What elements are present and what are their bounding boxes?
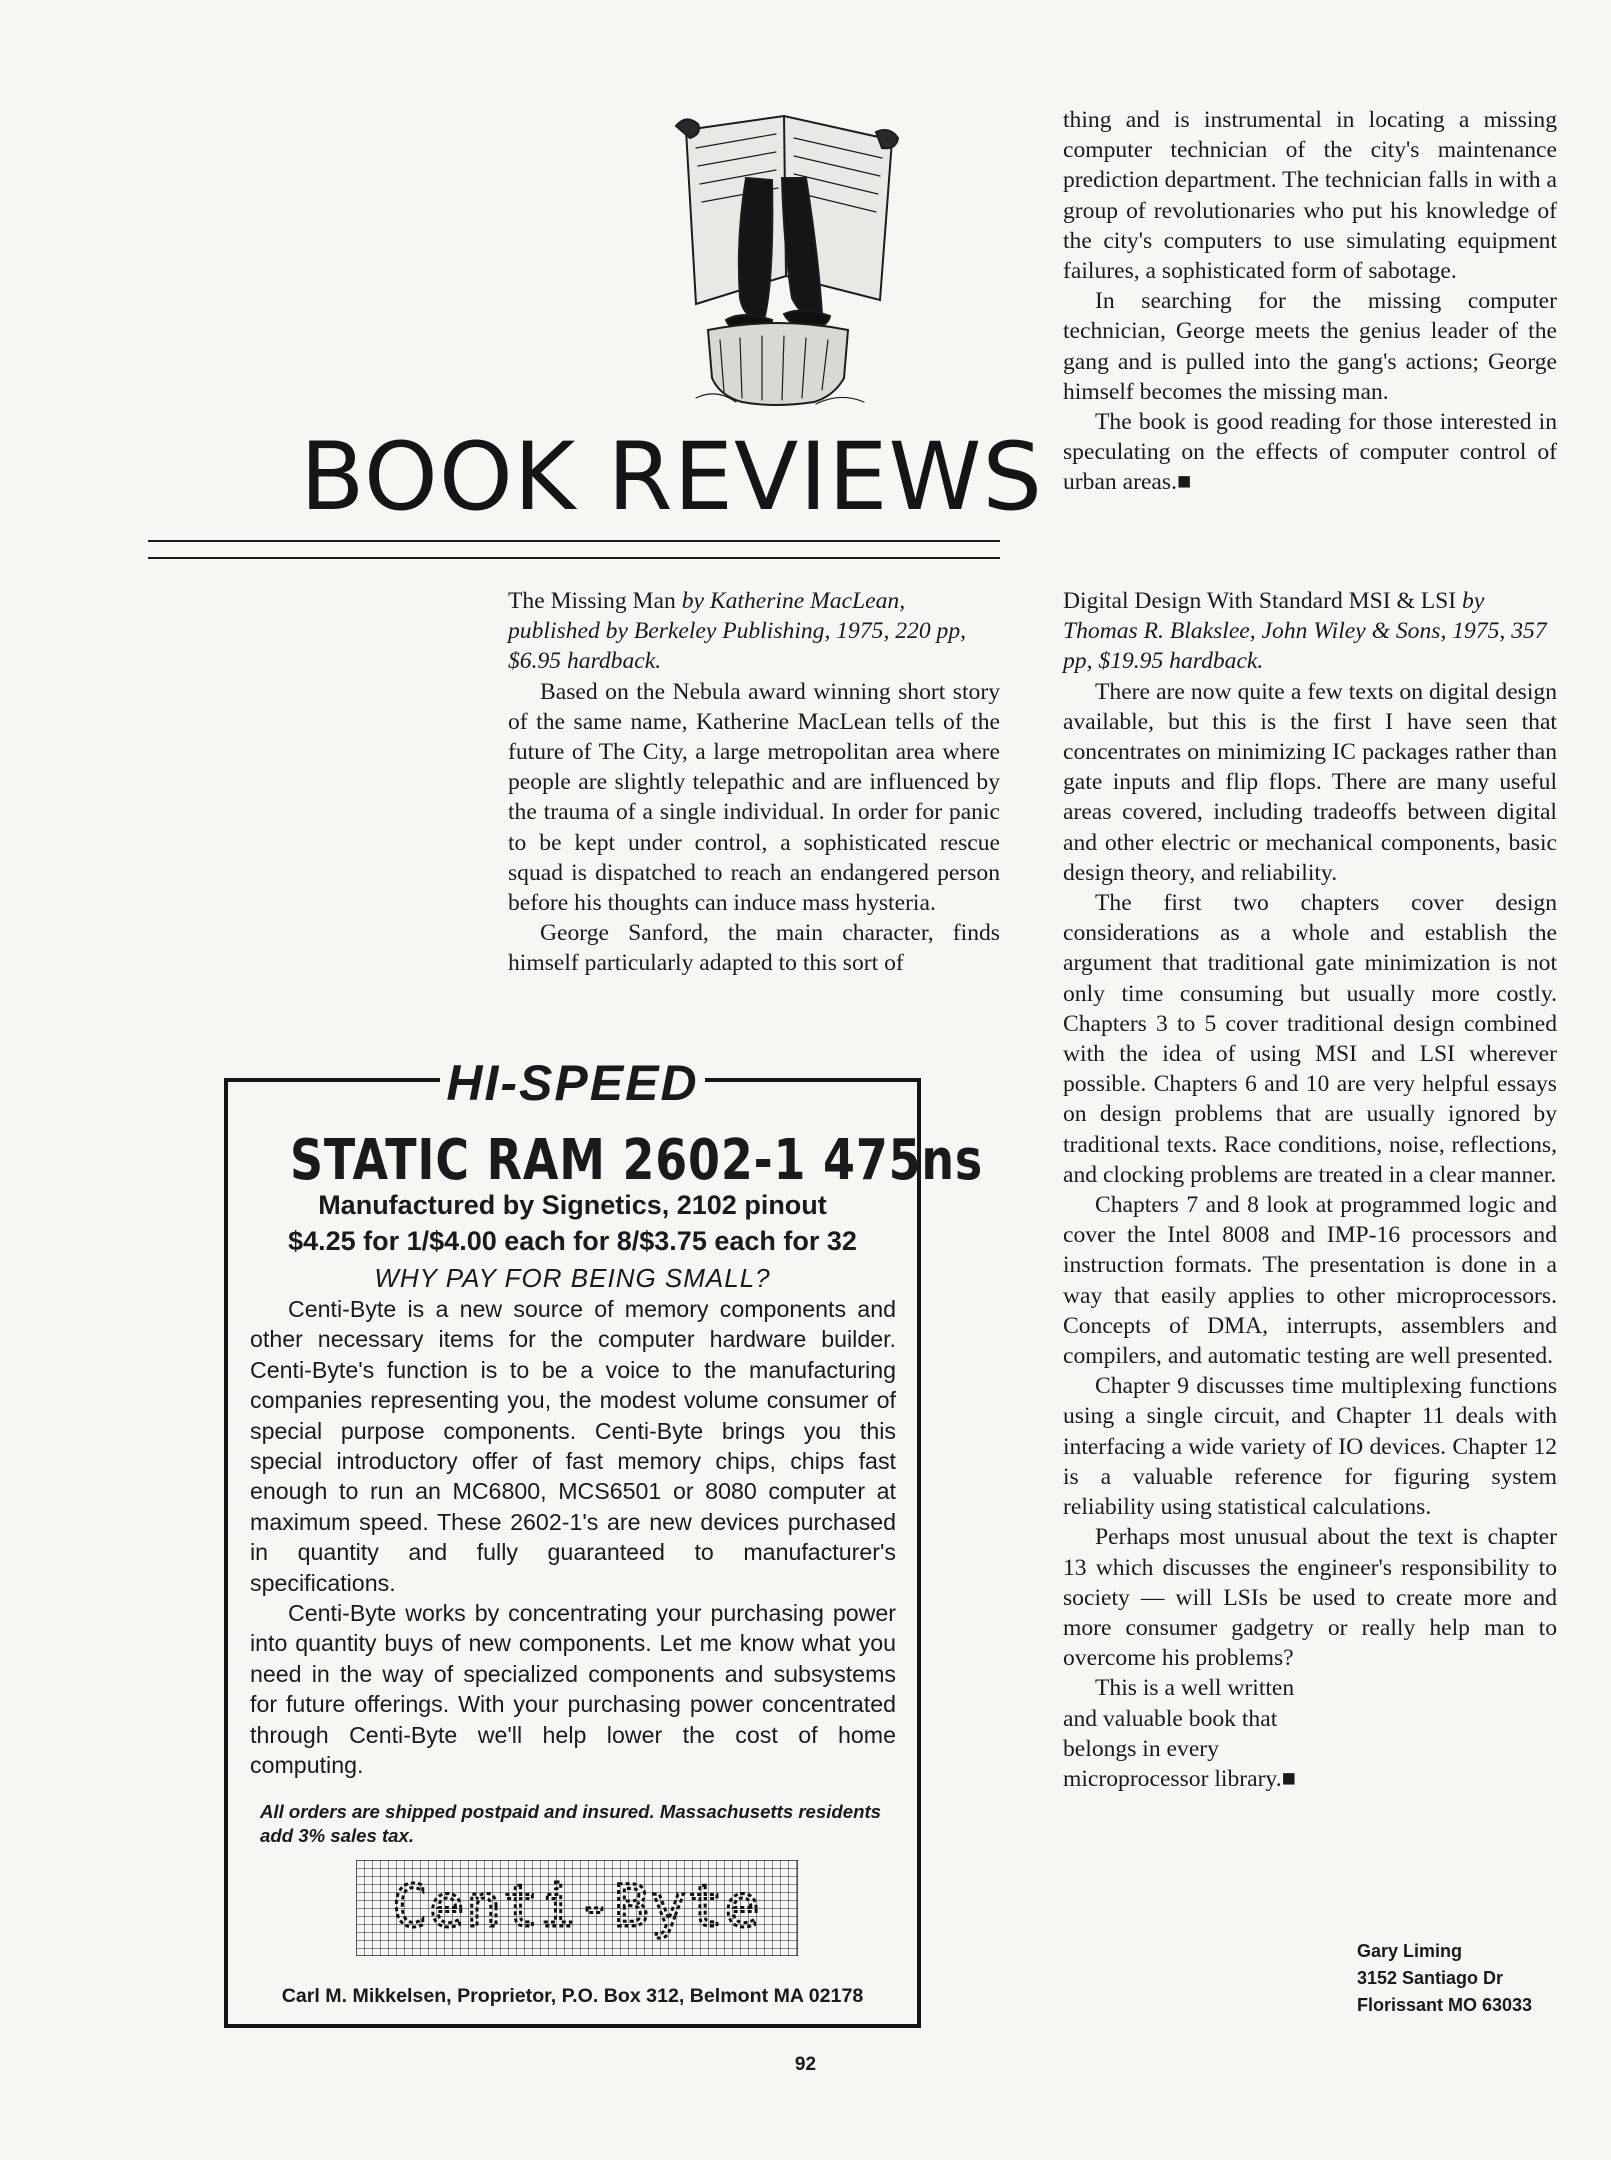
reviewer-name: Gary Liming bbox=[1357, 1941, 1463, 1961]
review-2-byline: by Thomas R. Blakslee, John Wiley & Sons, 1975, 357 pp, $19.95 hardback. bbox=[1063, 588, 1547, 675]
ad-slogan: WHY PAY FOR BEING SMALL? bbox=[374, 1263, 771, 1293]
review-2-paragraph: The first two chapters cover design considerations as a whole and establish the argument that traditional gate minimization is not only time consuming but usually more costly. Chapters 3 to 5 cover traditional design combined with the idea of using MSI and LSI wherever possible. Chapters 6 and 10 are very helpful essays on design problems that are usually ignored by traditional texts. Race conditions, noise, reflections, and clocking problems are treated in a clear manner. bbox=[1063, 890, 1557, 1188]
review-1-continued-column bbox=[1063, 105, 1557, 498]
review-1-paragraph bbox=[1063, 407, 1557, 498]
review-1-title: The Missing Man bbox=[508, 588, 676, 614]
end-mark: ■ bbox=[1281, 1765, 1296, 1792]
ad-headline: STATIC RAM 2602-1 475ns bbox=[290, 1128, 984, 1193]
ad-contact-line: Carl M. Mikkelsen, Proprietor, P.O. Box 312, Belmont MA 02178 bbox=[281, 1985, 864, 2007]
review-1-paragraph: George Sanford, the main character, finds himself particularly adapted to this sort of bbox=[508, 920, 1000, 977]
ad-paragraph: Centi-Byte works by concentrating your purchasing power into quantity buys of new components. Let me know what you need in the way of specialized components and subsystems for future offerings. With your purchasing power concentrated through Centi-Byte we'll help lower the cost of home computing. bbox=[250, 1600, 896, 1779]
review-1-byline: by Katherine MacLean, published by Berkeley Publishing, 1975, 220 pp, $6.95 hardback. bbox=[508, 588, 967, 675]
reviewer-signature bbox=[1357, 1938, 1597, 2019]
review-1-paragraph: thing and is instrumental in locating a missing computer technician of the city's maintenance prediction department. The technician falls in with a group of revolutionaries who put his knowledge of the city's computers to use simulating equipment failures, a sophisticated form of sabotage. bbox=[1063, 107, 1557, 285]
review-1-paragraph: In searching for the missing computer technician, George meets the genius leader of the gang and is pulled into the gang's actions; George himself becomes the missing man. bbox=[1063, 288, 1557, 405]
review-2-title: Digital Design With Standard MSI & LSI bbox=[1063, 588, 1457, 614]
centi-byte-advertisement bbox=[224, 1055, 984, 2028]
reviewer-street: 3152 Santiago Dr bbox=[1357, 1968, 1504, 1988]
review-2-header bbox=[1063, 586, 1557, 677]
page-title: BOOK REVIEWS bbox=[300, 423, 1044, 532]
ad-kicker bbox=[228, 1056, 917, 1110]
ad-shipping-note-text: All orders are shipped postpaid and insured. Massachusetts residents add 3% sales tax. bbox=[260, 1801, 881, 1846]
logo-text: Centi-Byte bbox=[392, 1872, 762, 1940]
end-mark: ■ bbox=[1176, 469, 1192, 496]
reader-illustration bbox=[666, 108, 906, 410]
review-1-closing-text: The book is good reading for those interested in speculating on the effects of computer control of urban areas. bbox=[1063, 409, 1557, 496]
ad-shipping-note bbox=[260, 1800, 900, 1848]
ad-paragraph: Centi-Byte is a new source of memory components and other necessary items for the computer hardware builder. Centi-Byte's function is to be a voice to the manufacturing companies representing you, the modest volume consumer of special purpose components. Centi-Byte brings you this special introductory offer of fast memory chips, chips fast enough to run an MC6800, MCS6501 or 8080 computer at maximum speed. These 2602-1's are new devices purchased in quantity and fully guaranteed to manufacturer's specifications. bbox=[250, 1296, 896, 1596]
ad-body bbox=[250, 1294, 896, 1781]
title-divider bbox=[148, 540, 1000, 559]
review-2-paragraph: There are now quite a few texts on digital design available, but this is the first I have seen that concentrates on minimizing IC packages rather than gate inputs and flip flops. There are many useful areas covered, including tradeoffs between digital and other electric or mechanical components, basic design theory, and reliability. bbox=[1063, 678, 1557, 886]
ad-price: $4.25 for 1/$4.00 each for 8/$3.75 each for 32 bbox=[288, 1226, 857, 1256]
review-2-paragraph: Perhaps most unusual about the text is chapter 13 which discusses the engineer's responsibility to society — will LSIs be used to create more and more consumer gadgetry or really help man to overcome his problems? bbox=[1063, 1524, 1557, 1672]
review-2-closing-text: This is a well written and valuable book that belongs in every microprocessor library. bbox=[1063, 1675, 1295, 1792]
review-1-header bbox=[508, 586, 1000, 677]
review-2-paragraph bbox=[1063, 1673, 1323, 1794]
ad-manufacturer: Manufactured by Signetics, 2102 pinout bbox=[318, 1190, 827, 1220]
review-1-paragraph: Based on the Nebula award winning short story of the same name, Katherine MacLean tells of the future of The City, a large metropolitan area where people are slightly telepathic and are influenced by the trauma of a single individual. In order for panic to be kept under control, a sophisticated rescue squad is dispatched to reach an endangered person before his thoughts can induce mass hysteria. bbox=[508, 678, 1000, 917]
centi-byte-logo bbox=[356, 1860, 798, 1956]
page-number: 92 bbox=[794, 2054, 817, 2075]
review-2-paragraph: Chapter 9 discusses time multiplexing functions using a single circuit, and Chapter 11 deals with interfacing a wide variety of IO devices. Chapter 12 is a valuable reference for figuring system reliability using statistical calculations. bbox=[1063, 1373, 1557, 1521]
review-2-paragraph: Chapters 7 and 8 look at programmed logic and cover the Intel 8008 and IMP-16 processors and instruction formats. The presentation is done in a way that easily applies to other microprocessors. Concepts of DMA, interrupts, assemblers and compilers, and automatic testing are well presented. bbox=[1063, 1192, 1557, 1370]
review-2-column bbox=[1063, 586, 1557, 1794]
review-1-column bbox=[508, 586, 1000, 979]
ad-kicker-text: HI-SPEED bbox=[440, 1055, 704, 1111]
reviewer-city: Florissant MO 63033 bbox=[1357, 1995, 1533, 2015]
